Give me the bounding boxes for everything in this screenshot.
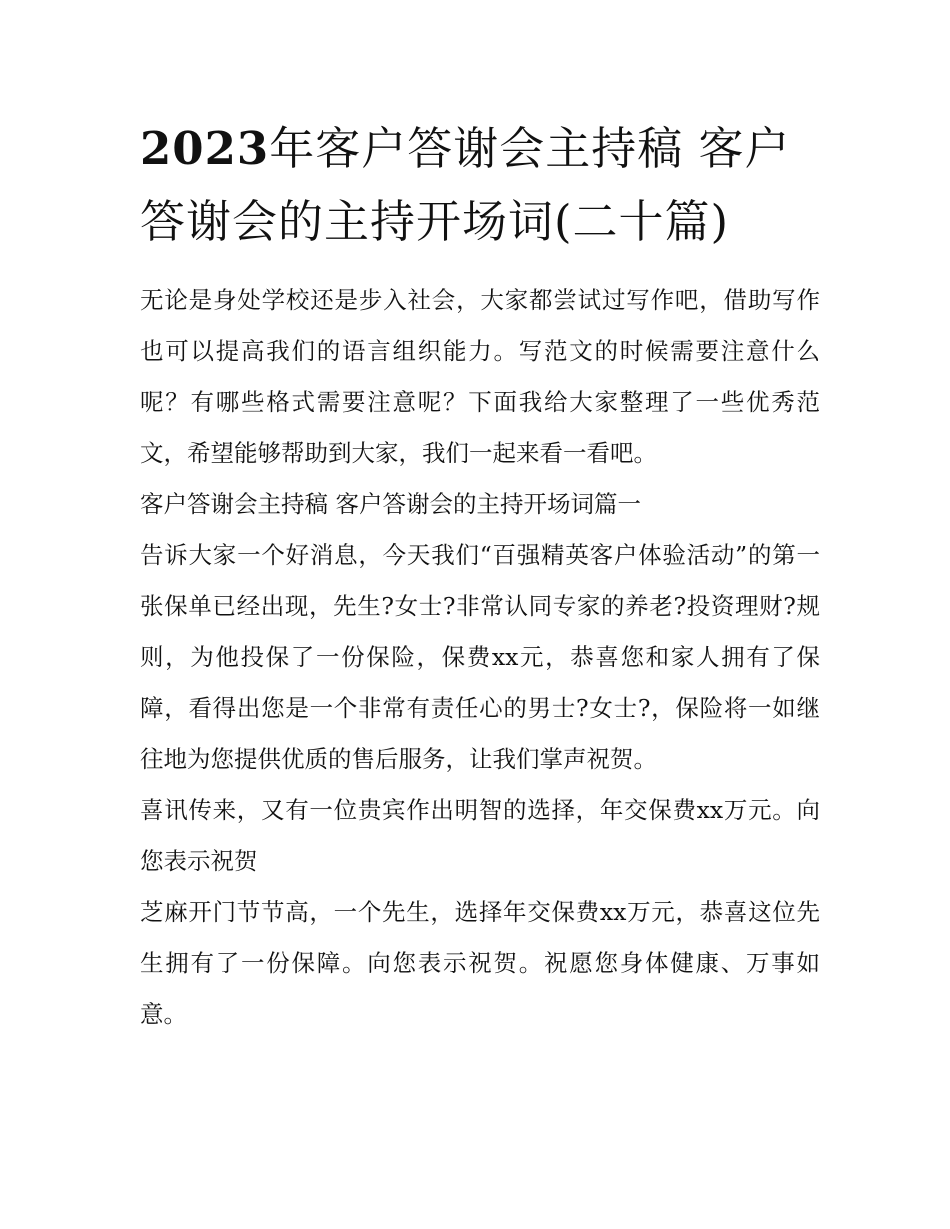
- title-text: 年客户答谢会主持稿 客户答谢会的主持开场词(二十篇): [140, 122, 791, 248]
- title-year: 2023: [140, 122, 270, 175]
- document-page: [140, 112, 820, 1040]
- document-title: [140, 112, 820, 258]
- body-paragraph: 告诉大家一个好消息，今天我们“百强精英客户体验活动”的第一张保单已经出现，先生?女士?非常认同专家的养老?投资理财?规则，为他投保了一份保险，保费xx元，恭喜您和家人拥有了保障，看得出您是一个非常有责任心的男士?女士?，保险将一如继往地为您提供优质的售后服务，让我们掌声祝贺。: [140, 541, 820, 773]
- intro-paragraph: 无论是身处学校还是步入社会，大家都尝试过写作吧，借助写作也可以提高我们的语言组织能力。写范文的时候需要注意什么呢？有哪些格式需要注意呢？下面我给大家整理了一些优秀范文，希望能够帮助到大家，我们一起来看一看吧。: [140, 286, 820, 467]
- body-paragraph: 喜讯传来，又有一位贵宾作出明智的选择，年交保费xx万元。向您表示祝贺: [140, 796, 820, 875]
- section-heading: 客户答谢会主持稿 客户答谢会的主持开场词篇一: [140, 490, 641, 518]
- body-paragraph: 芝麻开门节节高，一个先生，选择年交保费xx万元，恭喜这位先生拥有了一份保障。向您表示祝贺。祝愿您身体健康、万事如意。: [140, 898, 820, 1028]
